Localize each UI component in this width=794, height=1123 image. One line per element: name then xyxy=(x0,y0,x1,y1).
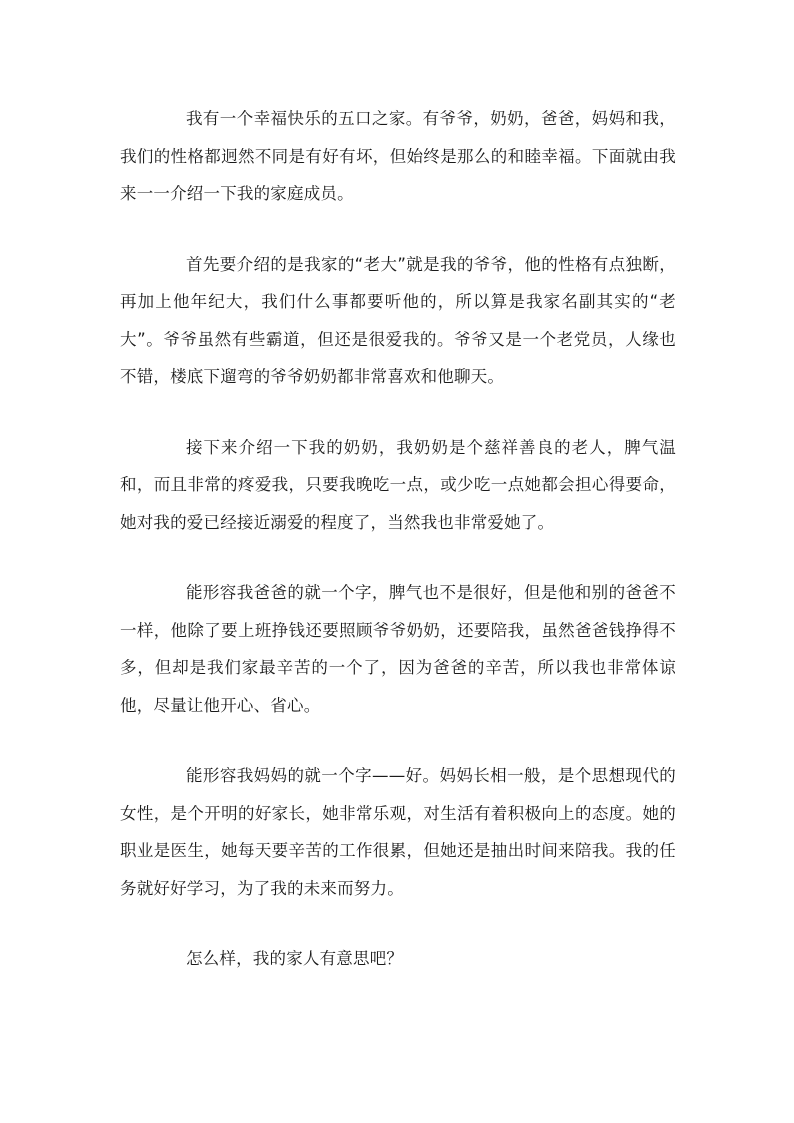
essay-body xyxy=(120,100,676,978)
paragraph-intro: 我有一个幸福快乐的五口之家。有爷爷，奶奶，爸爸，妈妈和我，我们的性格都迥然不同是有好有坏，但始终是那么的和睦幸福。下面就由我来一一介绍一下我的家庭成员。 xyxy=(120,109,676,203)
paragraph-grandma: 接下来介绍一下我的奶奶，我奶奶是个慈祥善良的老人，脾气温和，而且非常的疼爱我，只要我晚吃一点，或少吃一点她都会担心得要命，她对我的爱已经接近溺爱的程度了，当然我也非常爱她了。 xyxy=(120,437,676,532)
paragraph-mom: 能形容我妈妈的就一个字——好。妈妈长相一般，是个思想现代的女性，是个开明的好家长，她非常乐观，对生活有着积极向上的态度。她的职业是医生，她每天要辛苦的工作很累，但她还是抽出时间来陪我。我的任务就好好学习，为了我的未来而努力。 xyxy=(120,766,676,898)
paragraph-closing: 怎么样，我的家人有意思吧？ xyxy=(186,949,404,968)
paragraph-dad: 能形容我爸爸的就一个字，脾气也不是很好，但是他和别的爸爸不一样，他除了要上班挣钱还要照顾爷爷奶奶，还要陪我，虽然爸爸钱挣得不多，但却是我们家最辛苦的一个了，因为爸爸的辛苦，所以我也非常体谅他，尽量让他开心、省心。 xyxy=(120,583,676,715)
paragraph-grandpa: 首先要介绍的是我家的“老大”就是我的爷爷，他的性格有点独断，再加上他年纪大，我们什么事都要听他的，所以算是我家名副其实的“老大”。爷爷虽然有些霸道，但还是很爱我的。爷爷又是一个老党员，人缘也不错，楼底下遛弯的爷爷奶奶都非常喜欢和他聊天。 xyxy=(120,254,676,386)
